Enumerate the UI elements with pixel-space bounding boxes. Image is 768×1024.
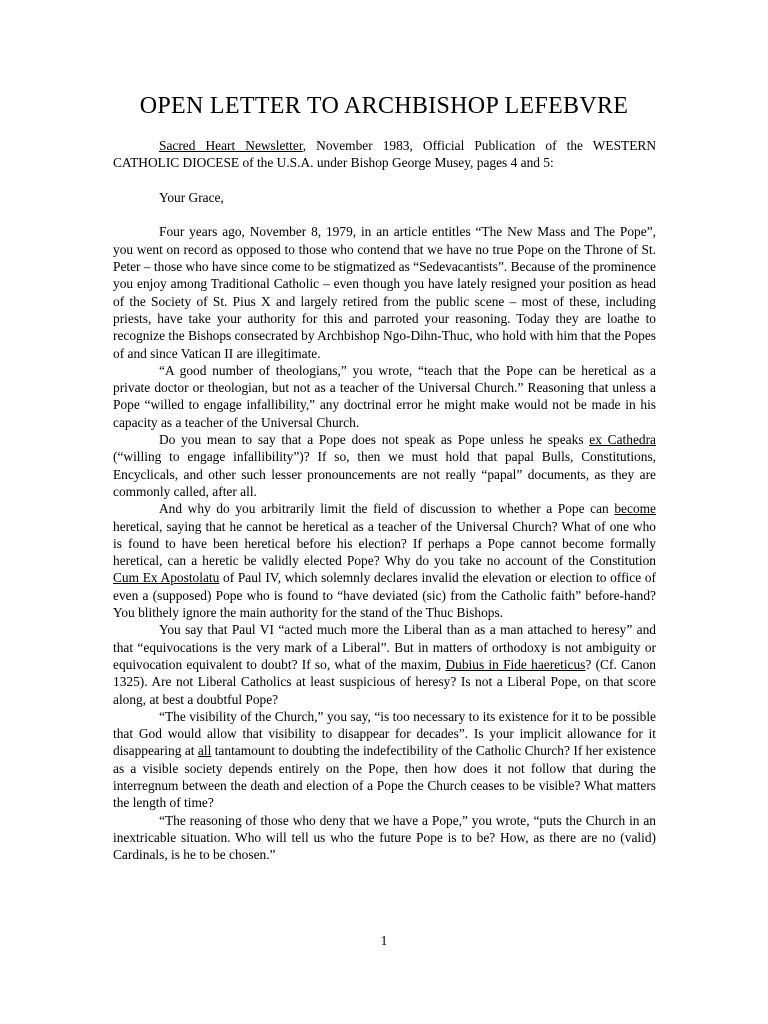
paragraph-5-text-a: You say that Paul VI “acted much more the Liberal than as a man attached to heresy” and that “equivocations is the very mark of a Liberal”. But in matters of orthodoxy is not ambiguity or equivocation equivalent to doubt? If so, what of the maxim, <box>113 622 656 672</box>
paragraph-4-text-b: heretical, saying that he cannot be heretical as a teacher of the Universal Church? What of one who is found to have been heretical before his election? If perhaps a Pope cannot become formally heretical, can a heretic be validly elected Pope? Why do you take no account of the Constitution <box>113 518 656 569</box>
paragraph-4-text-a: And why do you arbitrarily limit the field of discussion to whether a Pope can <box>159 501 615 517</box>
source-paragraph <box>113 137 656 172</box>
paragraph-6-text-b: tantamount to doubting the indefectibility of the Catholic Church? If her existence as a visible society depends entirely on the Pope, then how does it not follow that during the interregnum between the death and election of a Pope the Church ceases to be visible? What matters the length of time? <box>113 743 657 811</box>
page-number: 1 <box>380 933 388 948</box>
paragraph-3-text-a: Do you mean to say that a Pope does not speak as Pope unless he speaks <box>159 432 590 448</box>
paragraph-3-text-b: (“willing to engage infallibility”)? If so, then we must hold that papal Bulls, Constitutions, Encyclicals, and other such lesser pronouncements are not really “papal” documents, as they are commonly called, after all. <box>113 449 656 499</box>
paragraph-4-text-c: of Paul IV, which solemnly declares invalid the elevation or election to office of even a (supposed) Pope who is found to “have deviated (sic) from the Catholic faith” before-hand? You blithely ignore the main authority for the stand of the Thuc Bishops. <box>113 570 656 621</box>
underlined-all: all <box>197 743 212 759</box>
underlined-cum-ex-apostolatu: Cum Ex Apostolatu <box>113 570 220 586</box>
paragraph-6 <box>113 708 656 812</box>
paragraph-7: “The reasoning of those who deny that we have a Pope,” you wrote, “puts the Church in an inextricable situation. Who will tell us who the future Pope is to be? How, as there are no (valid) Cardinals, is he to be chosen.” <box>113 812 656 863</box>
page-title: OPEN LETTER TO ARCHBISHOP LEFEBVRE <box>139 93 629 119</box>
salutation: Your Grace, <box>159 189 224 205</box>
paragraph-2: “A good number of theologians,” you wrote, “teach that the Pope can be heretical as a private doctor or theologian, but not as a teacher of the Universal Church.” Reasoning that unless a Pope “willed to engage infallibility,” any doctrinal error he might make would not be made in his capacity as a teacher of the Universal Church. <box>113 362 656 430</box>
underlined-dubius-in-fide: Dubius in Fide haereticus <box>445 656 586 672</box>
paragraph-5-text-b: ? (Cf. Canon 1325). Are not Liberal Catholics at least suspicious of heresy? Is not a Liberal Pope, on that score along, at best a doubtful Pope? <box>113 656 656 707</box>
paragraph-4 <box>113 500 656 621</box>
source-details: , November 1983, Official Publication of the WESTERN CATHOLIC DIOCESE of the U.S.A. under Bishop George Musey, pages 4 and 5: <box>113 138 656 171</box>
letter-body <box>113 137 656 863</box>
underlined-become: become <box>614 501 656 517</box>
paragraph-6-text-a: “The visibility of the Church,” you say, “is too necessary to its existence for it to be possible that God would allow that visibility to disappear for decades”. Is your implicit allowance for it disappearing at <box>113 708 656 759</box>
newsletter-name: Sacred Heart Newsletter <box>159 138 303 153</box>
underlined-ex-cathedra: ex Cathedra <box>589 432 656 448</box>
paragraph-1: Four years ago, November 8, 1979, in an article entitles “The New Mass and The Pope”, you went on record as opposed to those who contend that we have no true Pope on the Throne of St. Peter – those who have since come to be stigmatized as “Sedevacantists”. Because of the prominence you enjoy among Traditional Catholic – even though you have lately resigned your position as head of the Society of St. Pius X and largely retired from the public scene – most of these, including priests, have take your authority for this and parroted your reasoning. Today they are loathe to recognize the Bishops consecrated by Archbishop Ngo-Dihn-Thuc, who hold with him that the Popes of and since Vatican II are illegitimate. <box>113 224 656 361</box>
paragraph-5 <box>113 621 656 707</box>
paragraph-3 <box>113 431 656 500</box>
